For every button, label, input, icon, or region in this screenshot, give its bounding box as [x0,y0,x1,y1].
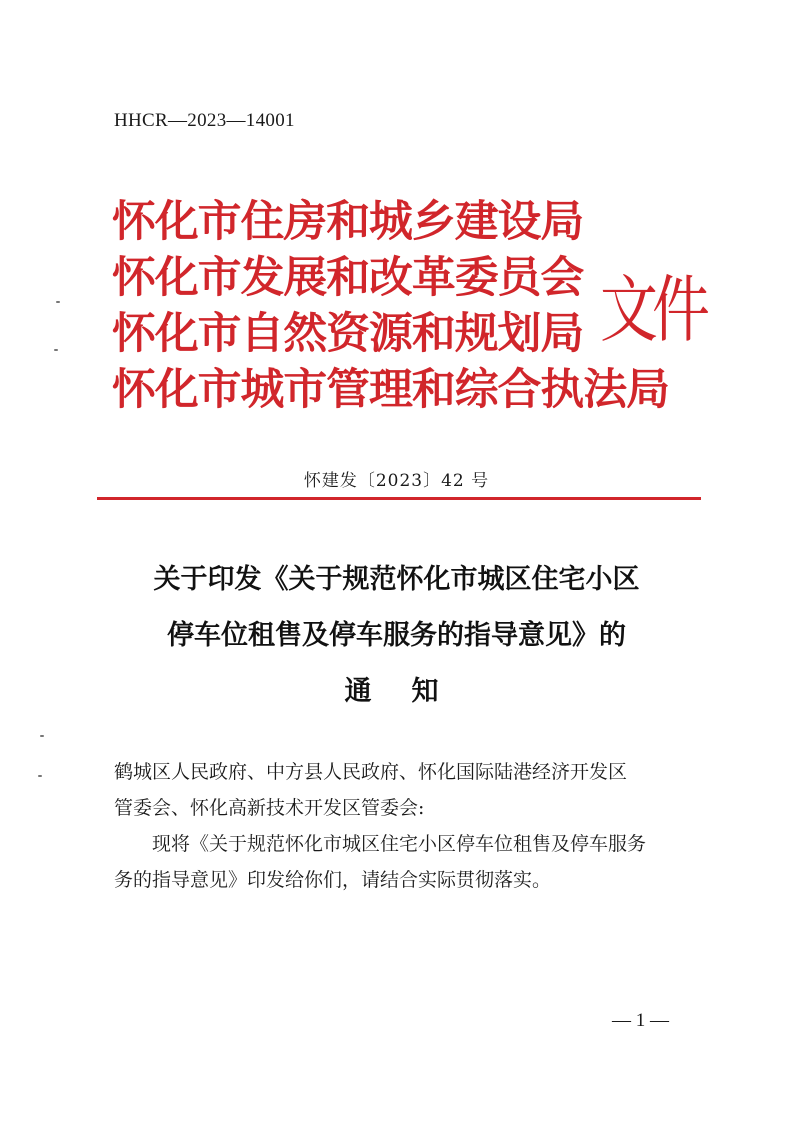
body-paragraph-line: 现将《关于规范怀化市城区住宅小区停车位租售及停车服务 [152,833,647,855]
document-code: HHCR—2023—14001 [114,110,295,131]
issuer-line: 怀化市发展和改革委员会 [112,253,584,303]
title-line-notice: 通知 [344,676,479,707]
document-title [0,552,793,720]
title-line: 关于印发《关于规范怀化市城区住宅小区 [153,564,640,595]
document-body [114,754,694,898]
document-number: 怀建发〔2023〕42 号 [303,471,490,491]
body-paragraph-line: 务的指导意见》印发给你们，请结合实际贯彻落实。 [114,869,552,891]
scan-mark [56,301,60,303]
issuer-line: 怀化市自然资源和规划局 [112,309,584,359]
page-number: — 1 — [612,1010,669,1031]
red-divider-line [97,497,701,500]
scan-mark [40,735,44,737]
recipients-line: 鹤城区人民政府、中方县人民政府、怀化国际陆港经济开发区 [114,761,628,783]
document-suffix: 文件 [600,267,705,353]
issuer-line: 怀化市住房和城乡建设局 [112,197,584,247]
issuer-line: 怀化市城市管理和综合执法局 [112,365,669,415]
scan-mark [54,349,58,351]
title-line: 停车位租售及停车服务的指导意见》的 [167,620,626,651]
recipients-line: 管委会、怀化高新技术开发区管委会: [114,797,425,819]
scan-mark [38,775,42,777]
